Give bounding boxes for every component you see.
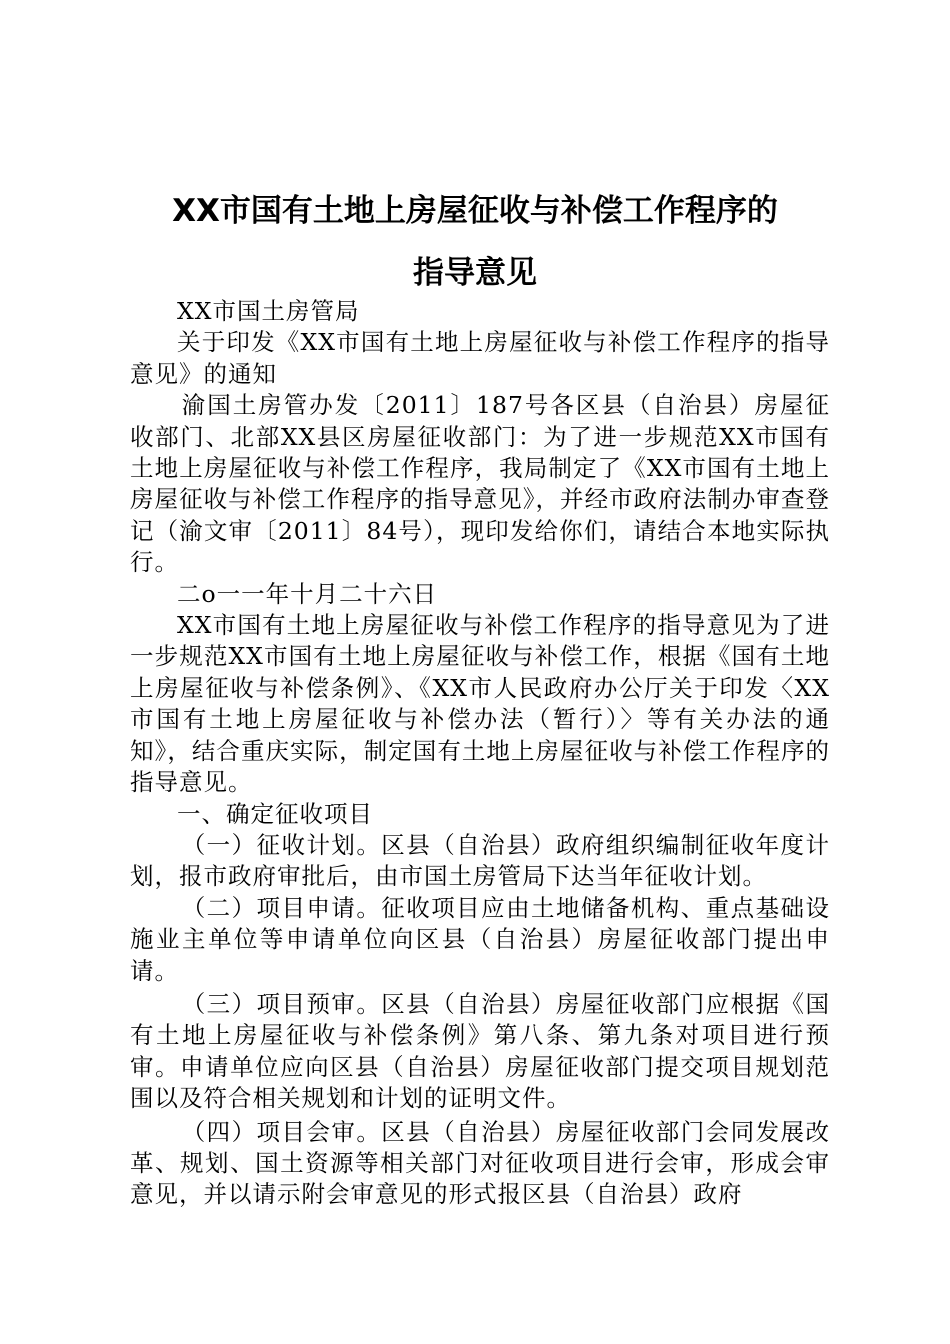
title-line-2: 指导意见 bbox=[413, 255, 537, 291]
section-heading-1: 一、确定征收项目 bbox=[177, 799, 373, 828]
issuer-line: XX市国土房管局 bbox=[177, 297, 360, 325]
item-3-paragraph: （三）项目预审。区县（自治县）房屋征收部门应根据《国有土地上房屋征收与补偿条例》第八条、第九条对项目进行预审。申请单位应向区县（自治县）房屋征收部门提交项目规划范围以及符合相关规划和计划的证明文件。 bbox=[130, 989, 830, 1113]
item-2-paragraph: （二）项目申请。征收项目应由土地储备机构、重点基础设施业主单位等申请单位向区县（自治县）房屋征收部门提出申请。 bbox=[130, 893, 830, 985]
document-body bbox=[130, 296, 830, 1211]
item-4-paragraph: （四）项目会审。区县（自治县）房屋征收部门会同发展改革、规划、国土资源等相关部门对征收项目进行会审，形成会审意见，并以请示附会审意见的形式报区县（自治县）政府 bbox=[130, 1117, 830, 1209]
notice-title: 关于印发《XX市国有土地上房屋征收与补偿工作程序的指导意见》的通知 bbox=[130, 328, 830, 388]
notice-body: 渝国土房管办发〔2011〕187号各区县（自治县）房屋征收部门、北部XX县区房屋征收部门：为了进一步规范XX市国有土地上房屋征收与补偿工作程序，我局制定了《XX市国有土地上房屋征收与补偿工作程序的指导意见》，并经市政府法制办审查登记（渝文审〔2011〕84号），现印发给你们，请结合本地实际执行。 bbox=[130, 391, 830, 577]
title-line-1: XX市国有土地上房屋征收与补偿工作程序的 bbox=[172, 193, 778, 229]
notice-date: 二o一一年十月二十六日 bbox=[177, 579, 438, 608]
item-1-paragraph: （一）征收计划。区县（自治县）政府组织编制征收年度计划，报市政府审批后，由市国土房管局下达当年征收计划。 bbox=[130, 830, 830, 891]
intro-paragraph: XX市国有土地上房屋征收与补偿工作程序的指导意见为了进一步规范XX市国有土地上房屋征收与补偿工作，根据《国有土地上房屋征收与补偿条例》、《XX市人民政府办公厅关于印发〈XX市国有土地上房屋征收与补偿办法（暂行）〉等有关办法的通知》，结合重庆实际，制定国有土地上房屋征收与补偿工作程序的指导意见。 bbox=[130, 611, 830, 797]
document-title bbox=[0, 180, 950, 304]
